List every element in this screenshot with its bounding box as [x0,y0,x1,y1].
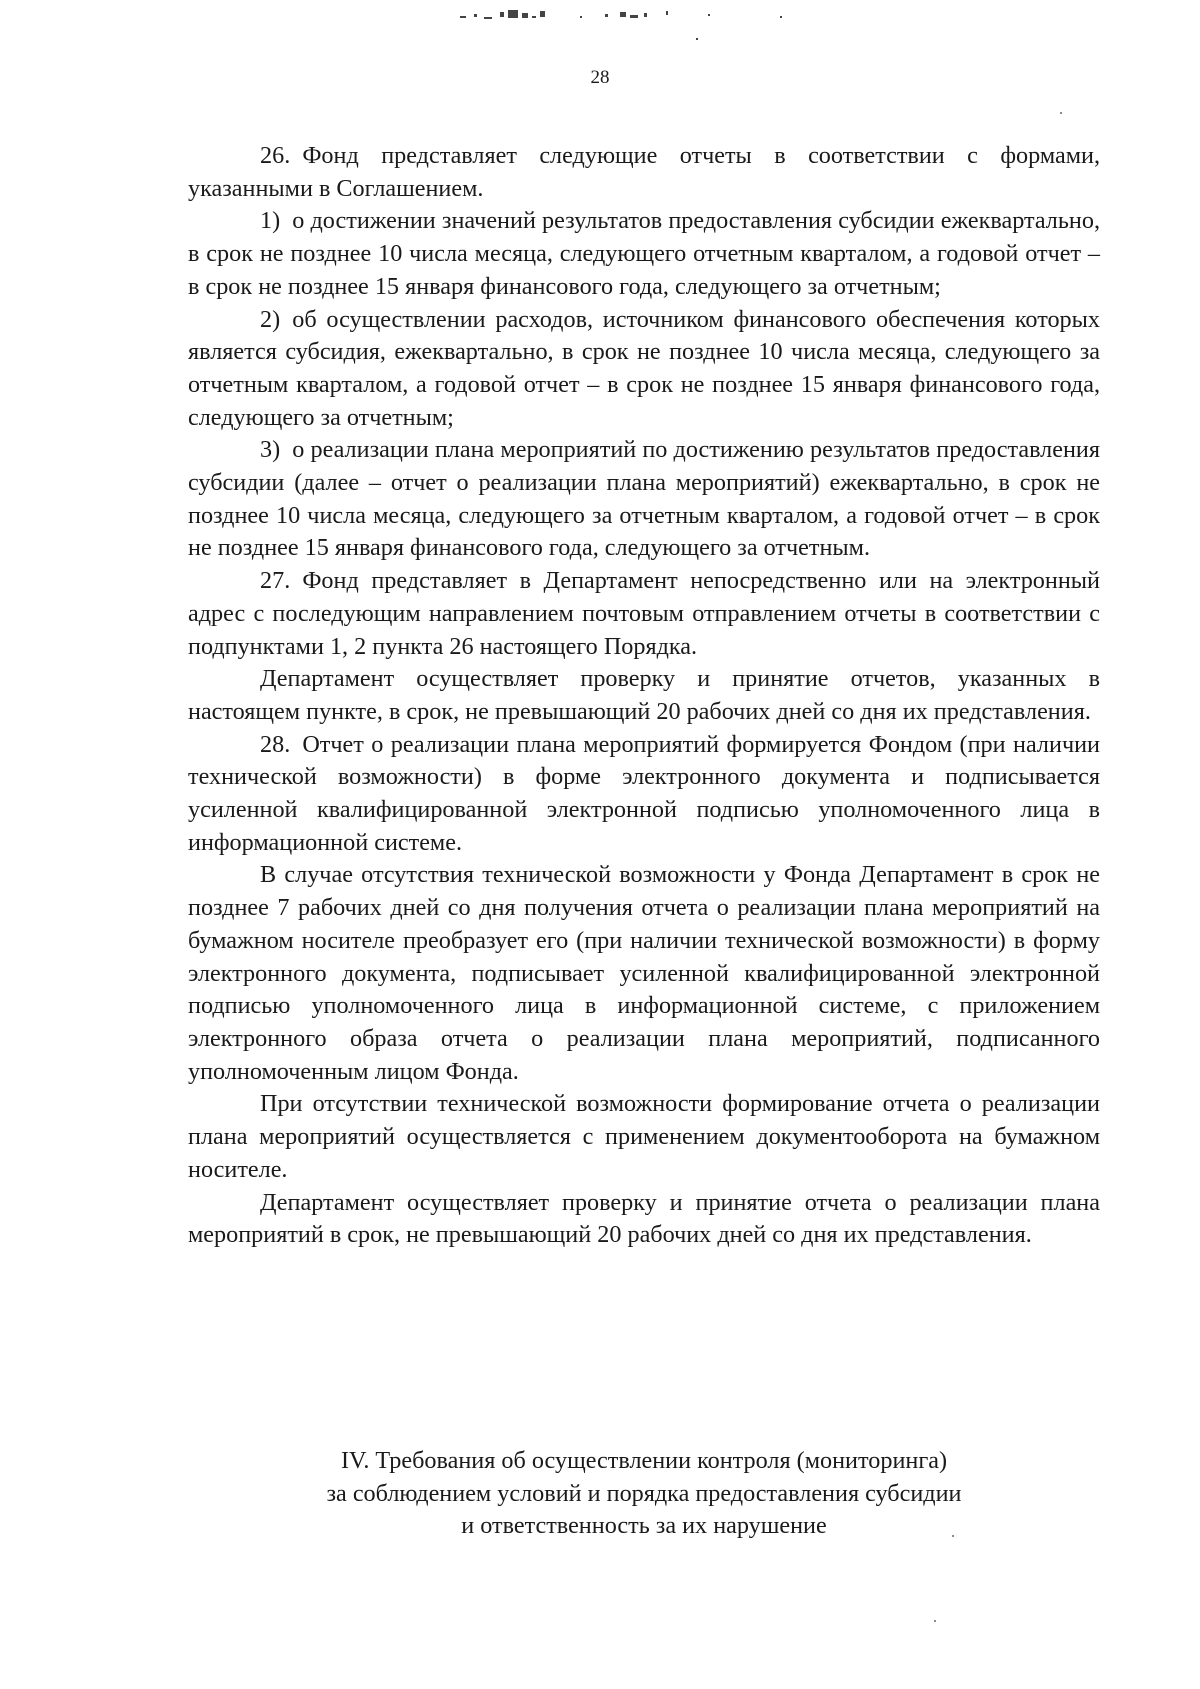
paragraph-28-review: Департамент осуществляет проверку и принятие отчета о реализации плана мероприятий в срок, не превышающий 20 рабочих дней со дня их представления. [188,1188,1100,1249]
section-heading [188,1445,1100,1543]
scan-speck [934,1620,936,1622]
paragraph-26: 26. Фонд представляет следующие отчеты в соответствии с формами, указанными в Соглашением. [188,142,1100,202]
paragraph-27-review: Департамент осуществляет проверку и принятие отчетов, указанных в настоящем пункте, в срок, не превышающий 20 рабочих дней со дня их представления. [188,665,1100,725]
section-heading-line: IV. Требования об осуществлении контроля (мониторинга) [340,1447,948,1474]
paragraph-28: 28. Отчет о реализации плана мероприятий формируется Фондом (при наличии технической возможности) в форме электронного документа и подписывается усиленной квалифицированной электронной подписью уполномоченного лица в информационной системе. [188,730,1100,856]
subparagraph-26-1: 1) о достижении значений результатов предоставления субсидии ежеквартально, в срок не позднее 10 числа месяца, следующего отчетным кварталом, а годовой отчет – в срок не позднее 15 января финансового года, следующего за отчетным; [188,207,1100,300]
document-body [188,140,1100,1252]
scan-speck [1060,112,1062,114]
subparagraph-26-2: 2) об осуществлении расходов, источником финансового обеспечения которых является субсидия, ежеквартально, в срок не позднее 10 числа месяца, следующего за отчетным кварталом, а годовой отчет – в срок не позднее 15 января финансового года, следующего за отчетным; [188,305,1100,431]
subparagraph-26-3: 3) о реализации плана мероприятий по достижению результатов предоставления субсидии (далее – отчет о реализации плана мероприятий) ежеквартально, в срок не позднее 10 числа месяца, следующего за отчетным кварталом, а годовой отчет – в срок не позднее 15 января финансового года, следующего за отчетным. [188,436,1100,562]
section-heading-line: и ответственность за их нарушение [461,1512,827,1540]
paragraph-28-no-technical-capability: В случае отсутствия технической возможности у Фонда Департамент в срок не позднее 7 рабочих дней со дня получения отчета о реализации плана мероприятий на бумажном носителе преобразует его (при наличии технической возможности) в форму электронного документа, подписывает усиленной квалифицированной электронной подписью уполномоченного лица в информационной системе, с приложением электронного образа отчета о реализации плана мероприятий, подписанного уполномоченным лицом Фонда. [188,861,1100,1085]
paragraph-28-paper-workflow: При отсутствии технической возможности формирование отчета о реализации плана мероприятий осуществляется с применением документооборота на бумажном носителе. [188,1090,1100,1183]
paragraph-27: 27. Фонд представляет в Департамент непосредственно или на электронный адрес с последующим направлением почтовым отправлением отчеты в соответствии с подпунктами 1, 2 пункта 26 настоящего Порядка. [188,567,1100,660]
scan-artifact [440,2,880,42]
section-heading-line: за соблюдением условий и порядка предоставления субсидии [326,1479,962,1507]
page-number: 28 [590,67,610,88]
